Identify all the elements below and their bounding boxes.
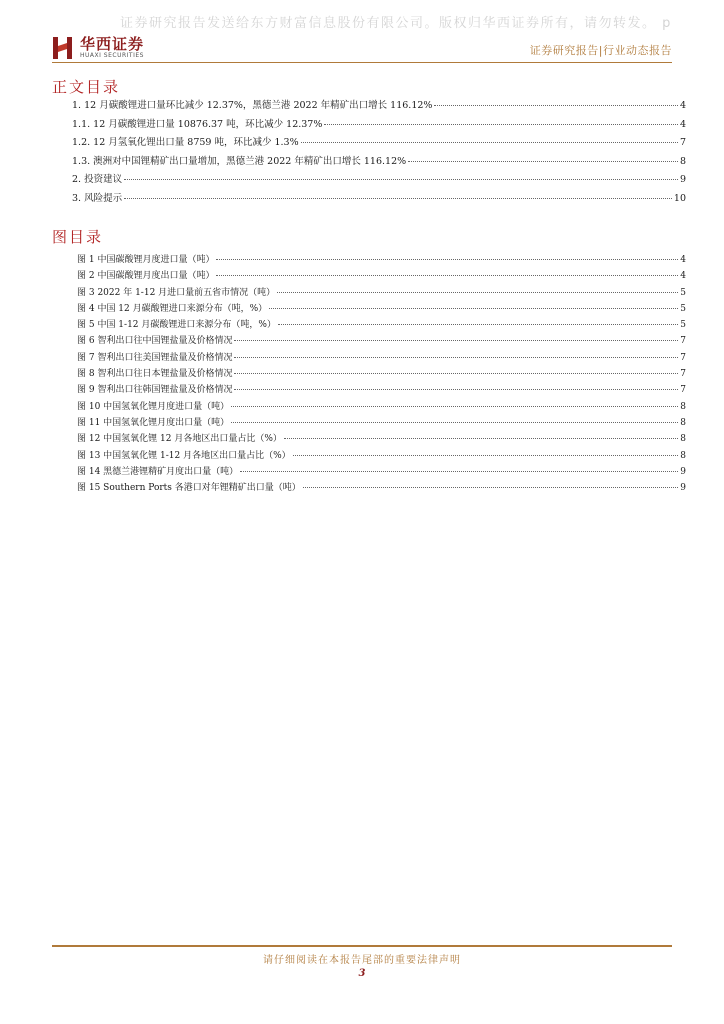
dot-leader (284, 431, 678, 439)
figure-entry-page: 8 (680, 417, 686, 428)
toc-list (72, 97, 686, 209)
toc-entry-text: 1. 12 月碳酸锂进口量环比减少 12.37%，黑德兰港 2022 年精矿出口增长 116.12% (72, 100, 433, 111)
dot-leader (216, 252, 678, 260)
figure-entry[interactable] (77, 350, 686, 366)
toc-entry[interactable] (72, 116, 686, 135)
dot-leader (269, 301, 678, 309)
figure-entry-text: 图 1 中国碳酸锂月度进口量（吨） (77, 255, 215, 265)
figure-entry-page: 7 (680, 369, 686, 380)
figure-entry-page: 9 (680, 466, 686, 477)
toc-entry-text: 2. 投资建议 (72, 174, 123, 186)
toc-entry[interactable] (72, 153, 686, 172)
figure-entry[interactable] (77, 382, 686, 398)
toc-entry-page: 4 (679, 100, 686, 111)
figure-entry[interactable] (77, 366, 686, 382)
figure-entry-page: 5 (680, 320, 686, 331)
figure-entry-page: 7 (680, 336, 686, 347)
figure-entry[interactable] (77, 252, 686, 268)
toc-title: 正文目录 (52, 78, 121, 96)
logo-name-cn: 华西证券 (80, 35, 145, 53)
figure-entry-page: 5 (680, 303, 686, 314)
toc-entry-text: 1.3. 澳洲对中国锂精矿出口量增加，黑德兰港 2022 年精矿出口增长 116.12% (72, 155, 407, 167)
figure-entry-text: 图 12 中国氢氧化锂 12 月各地区出口量占比（%） (77, 434, 282, 445)
figure-list (77, 252, 686, 496)
dot-leader (234, 333, 678, 341)
legal-notice: 请仔细阅读在本报告尾部的重要法律声明 (263, 955, 461, 966)
dot-leader (277, 285, 678, 293)
dot-leader (231, 399, 678, 407)
figure-entry-page: 8 (680, 401, 686, 412)
figure-entry-text: 图 6 智利出口往中国锂盐量及价格情况 (77, 336, 233, 347)
company-logo (52, 34, 144, 62)
figure-entry-text: 图 9 智利出口往韩国锂盐量及价格情况 (77, 385, 233, 396)
figure-entry[interactable] (77, 431, 686, 447)
toc-entry-text: 1.1. 12 月碳酸锂进口量 10876.37 吨，环比减少 12.37% (72, 118, 323, 130)
figure-entry[interactable] (77, 301, 686, 317)
figure-entry-page: 8 (680, 450, 686, 461)
dot-leader (324, 117, 678, 125)
figure-entry[interactable] (77, 268, 686, 284)
dot-leader (278, 317, 678, 325)
figure-entry[interactable] (77, 399, 686, 415)
figure-entry-text: 图 4 中国 12 月碳酸锂进口来源分布（吨，%） (77, 303, 268, 314)
figure-entry-page: 9 (680, 483, 686, 494)
dot-leader (240, 464, 678, 472)
figure-entry[interactable] (77, 480, 686, 496)
figure-entry-page: 7 (680, 352, 686, 363)
toc-entry-page: 7 (679, 137, 686, 149)
toc-entry[interactable] (72, 171, 686, 190)
figure-entry-text: 图 8 智利出口往日本锂盐量及价格情况 (77, 369, 233, 380)
huaxi-logo-icon (52, 35, 74, 61)
figure-entry-text: 图 2 中国碳酸锂月度出口量（吨） (77, 271, 215, 282)
toc-entry-text: 3. 风险提示 (72, 192, 123, 204)
dot-leader (124, 172, 678, 180)
figure-entry-text: 图 5 中国 1-12 月碳酸锂进口来源分布（吨，%） (77, 320, 276, 331)
figure-entry[interactable] (77, 333, 686, 349)
dot-leader (216, 268, 678, 276)
figure-entry-text: 图 13 中国氢氧化锂 1-12 月各地区出口量占比（%） (77, 450, 291, 461)
logo-name-en: HUAXI SECURITIES (80, 52, 144, 59)
toc-entry-page: 10 (673, 192, 686, 204)
toc-entry-page: 9 (679, 174, 686, 186)
figure-entry-text: 图 14 黑德兰港锂精矿月度出口量（吨） (77, 466, 239, 477)
watermark-text: 证券研究报告发送给东方财富信息股份有限公司。版权归华西证券所有，请勿转发。 p (120, 16, 672, 31)
figure-entry-text: 图 11 中国氢氧化锂月度出口量（吨） (77, 417, 230, 428)
figure-entry[interactable] (77, 448, 686, 464)
figure-entry-page: 4 (680, 271, 686, 282)
dot-leader (234, 382, 678, 390)
dot-leader (408, 154, 678, 162)
toc-entry[interactable] (72, 97, 686, 116)
toc-entry-page: 4 (679, 118, 686, 130)
dot-leader (301, 135, 678, 143)
toc-entry-page: 8 (679, 155, 686, 167)
toc-entry-text: 1.2. 12 月氢氧化锂出口量 8759 吨，环比减少 1.3% (72, 137, 299, 149)
figure-entry-page: 5 (680, 287, 686, 298)
toc-entry[interactable] (72, 190, 686, 209)
figure-entry[interactable] (77, 464, 686, 480)
figure-entry[interactable] (77, 415, 686, 431)
figure-entry-text: 图 10 中国氢氧化锂月度进口量（吨） (77, 401, 230, 412)
figure-entry[interactable] (77, 285, 686, 301)
dot-leader (234, 366, 678, 374)
figure-entry-text: 图 15 Southern Ports 各港口对年锂精矿出口量（吨） (77, 483, 301, 494)
figure-entry-page: 7 (680, 385, 686, 396)
figure-entry-page: 4 (680, 255, 686, 265)
dot-leader (231, 415, 678, 423)
toc-entry[interactable] (72, 134, 686, 153)
figure-entry[interactable] (77, 317, 686, 333)
header-divider (52, 62, 672, 63)
dot-leader (293, 448, 679, 456)
page-number: 3 (358, 968, 366, 979)
figure-list-title: 图目录 (52, 228, 104, 246)
dot-leader (434, 98, 678, 106)
dot-leader (303, 480, 679, 488)
dot-leader (124, 191, 672, 199)
figure-entry-text: 图 3 2022 年 1-12 月进口量前五省市情况（吨） (77, 287, 276, 298)
figure-entry-text: 图 7 智利出口往美国锂盐量及价格情况 (77, 352, 233, 363)
figure-entry-page: 8 (680, 434, 686, 445)
footer-divider (52, 945, 672, 947)
dot-leader (234, 350, 678, 358)
report-type-label: 证券研究报告|行业动态报告 (529, 44, 672, 57)
